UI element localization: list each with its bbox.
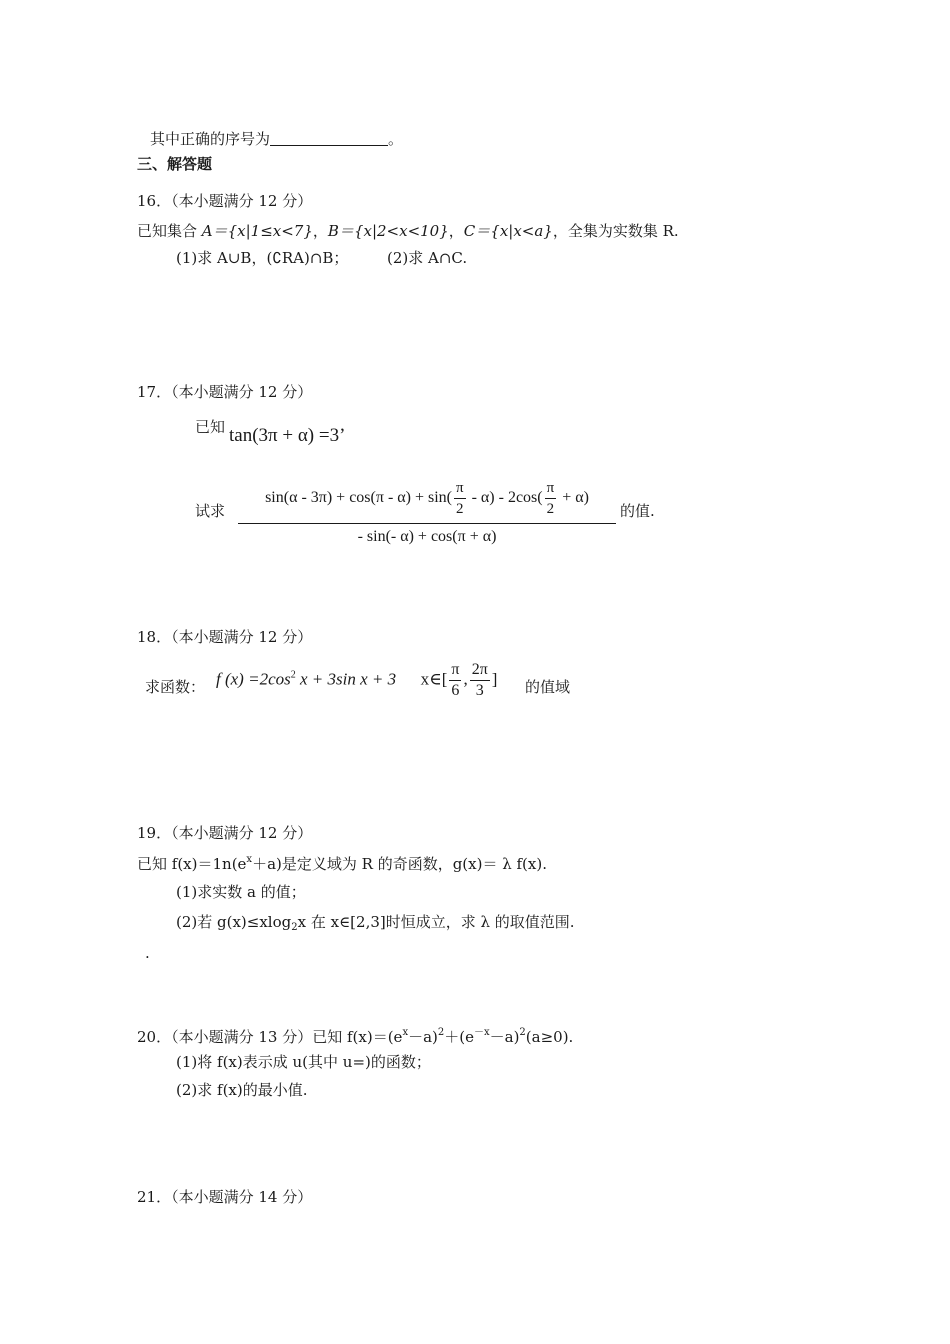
q19-line1-sup: x [246,854,253,865]
q18-sq: 2 [290,669,296,681]
q17-num-frac-top: π [454,478,466,499]
q18-frac1-top: π [449,660,461,681]
q20-part2: (2)求 f(x)的最小值. [176,1081,308,1099]
q19-line1-b: ＋a)是定义域为 R 的奇函数，g(x)＝ λ f(x). [252,855,547,873]
q20-line1-c: ＋(e [444,1028,474,1046]
q19-line1 [137,853,547,874]
q17-known-mark: ’ [339,425,346,446]
q16-lead: 已知集合 [137,222,202,240]
q20-header: 20．（本小题满分 13 分） [137,1028,313,1046]
q17-ask-tail: 的值. [620,502,655,520]
section-heading: 三、解答题 [137,155,213,173]
q20-line1-a: 已知 f(x)＝(e [312,1028,403,1046]
q19-part1: (1)求实数 a 的值； [176,883,306,901]
q16-part1: (1)求 A∪B，(∁RA)∩B； [176,249,349,267]
q16-header: 16．（本小题满分 12 分） [137,192,313,210]
q18-frac1-bottom: 6 [451,682,460,699]
q17-known-expr [229,425,345,447]
q18-function [216,660,497,701]
q20-line1 [137,1023,573,1047]
q20-sup3: －x [473,1027,490,1038]
q17-ask-label: 试求 [195,502,226,520]
q17-numerator [238,478,616,524]
q17-num-part-b: - α) - 2cos( [467,489,543,507]
q20-line1-b: －a) [408,1028,438,1046]
q16-part2: (2)求 A∩C. [387,249,468,267]
q19-dot: . [145,944,150,962]
q19-part2-sub: 2 [291,922,298,933]
q18-frac2-bottom: 3 [475,682,484,699]
intro-line [150,128,403,149]
q18-header: 18．（本小题满分 12 分） [137,628,313,646]
q17-num-frac2-top: π [545,478,557,499]
q16-statement: 已知集合 A＝{x|1≤x<7}，B＝{x|2<x<10}，C＝{x|x<a}，全集为实数集 R. [137,222,679,240]
q18-domain-open: x∈[ [420,669,448,689]
intro-text: 其中正确的序号为 [150,130,271,148]
q16-tail: ，全集为实数集 R. [552,222,679,240]
q20-sup1: x [402,1027,409,1038]
q19-header: 19．（本小题满分 12 分） [137,824,313,842]
q20-part1: (1)将 f(x)表示成 u(其中 u=)的函数； [176,1053,431,1071]
q18-func: f (x) =2cos [216,669,291,689]
q17-denominator: - sin(- α) + cos(π + α) [357,528,497,545]
q18-func-rest: x + 3sin x + 3 [295,669,397,689]
q18-tail: 的值域 [525,678,571,696]
q19-part2 [176,911,575,933]
q18-domain-close: ] [491,669,498,689]
q17-big-fraction [238,478,616,546]
q17-num-part-a: sin(α - 3π) + cos(π - α) + sin( [265,489,452,507]
q19-part2-b: x 在 x∈[2,3]时恒成立，求 λ 的取值范围. [297,913,575,931]
q20-line1-e: (a≥0). [525,1028,574,1046]
q16-set-a: A＝{x|1≤x<7} [201,222,313,240]
q18-label: 求函数： [145,678,206,696]
q17-known-formula: tan(3π + α) =3 [229,425,340,446]
q19-line1-a: 已知 f(x)＝1n(e [137,855,247,873]
intro-end: 。 [388,130,404,148]
q17-num-frac-bottom: 2 [456,501,464,517]
q18-frac2-top: 2π [470,660,490,681]
q21-header: 21．（本小题满分 14 分） [137,1188,313,1206]
q19-part2-a: (2)若 g(x)≤xlog [176,913,292,931]
q20-sup4: 2 [519,1027,526,1038]
q17-known-label: 已知 [195,418,226,436]
q20-line1-d: －a) [489,1028,520,1046]
q18-comma: , [463,669,468,689]
q20-sup2: 2 [437,1027,445,1038]
q17-num-part-c: + α) [558,489,589,507]
q17-num-frac2-bottom: 2 [546,501,555,517]
answer-blank[interactable] [270,129,388,146]
q16-set-c: C＝{x|x<a} [463,222,553,240]
q16-set-b: B＝{x|2<x<10} [327,222,449,240]
q17-header: 17．（本小题满分 12 分） [137,383,313,401]
